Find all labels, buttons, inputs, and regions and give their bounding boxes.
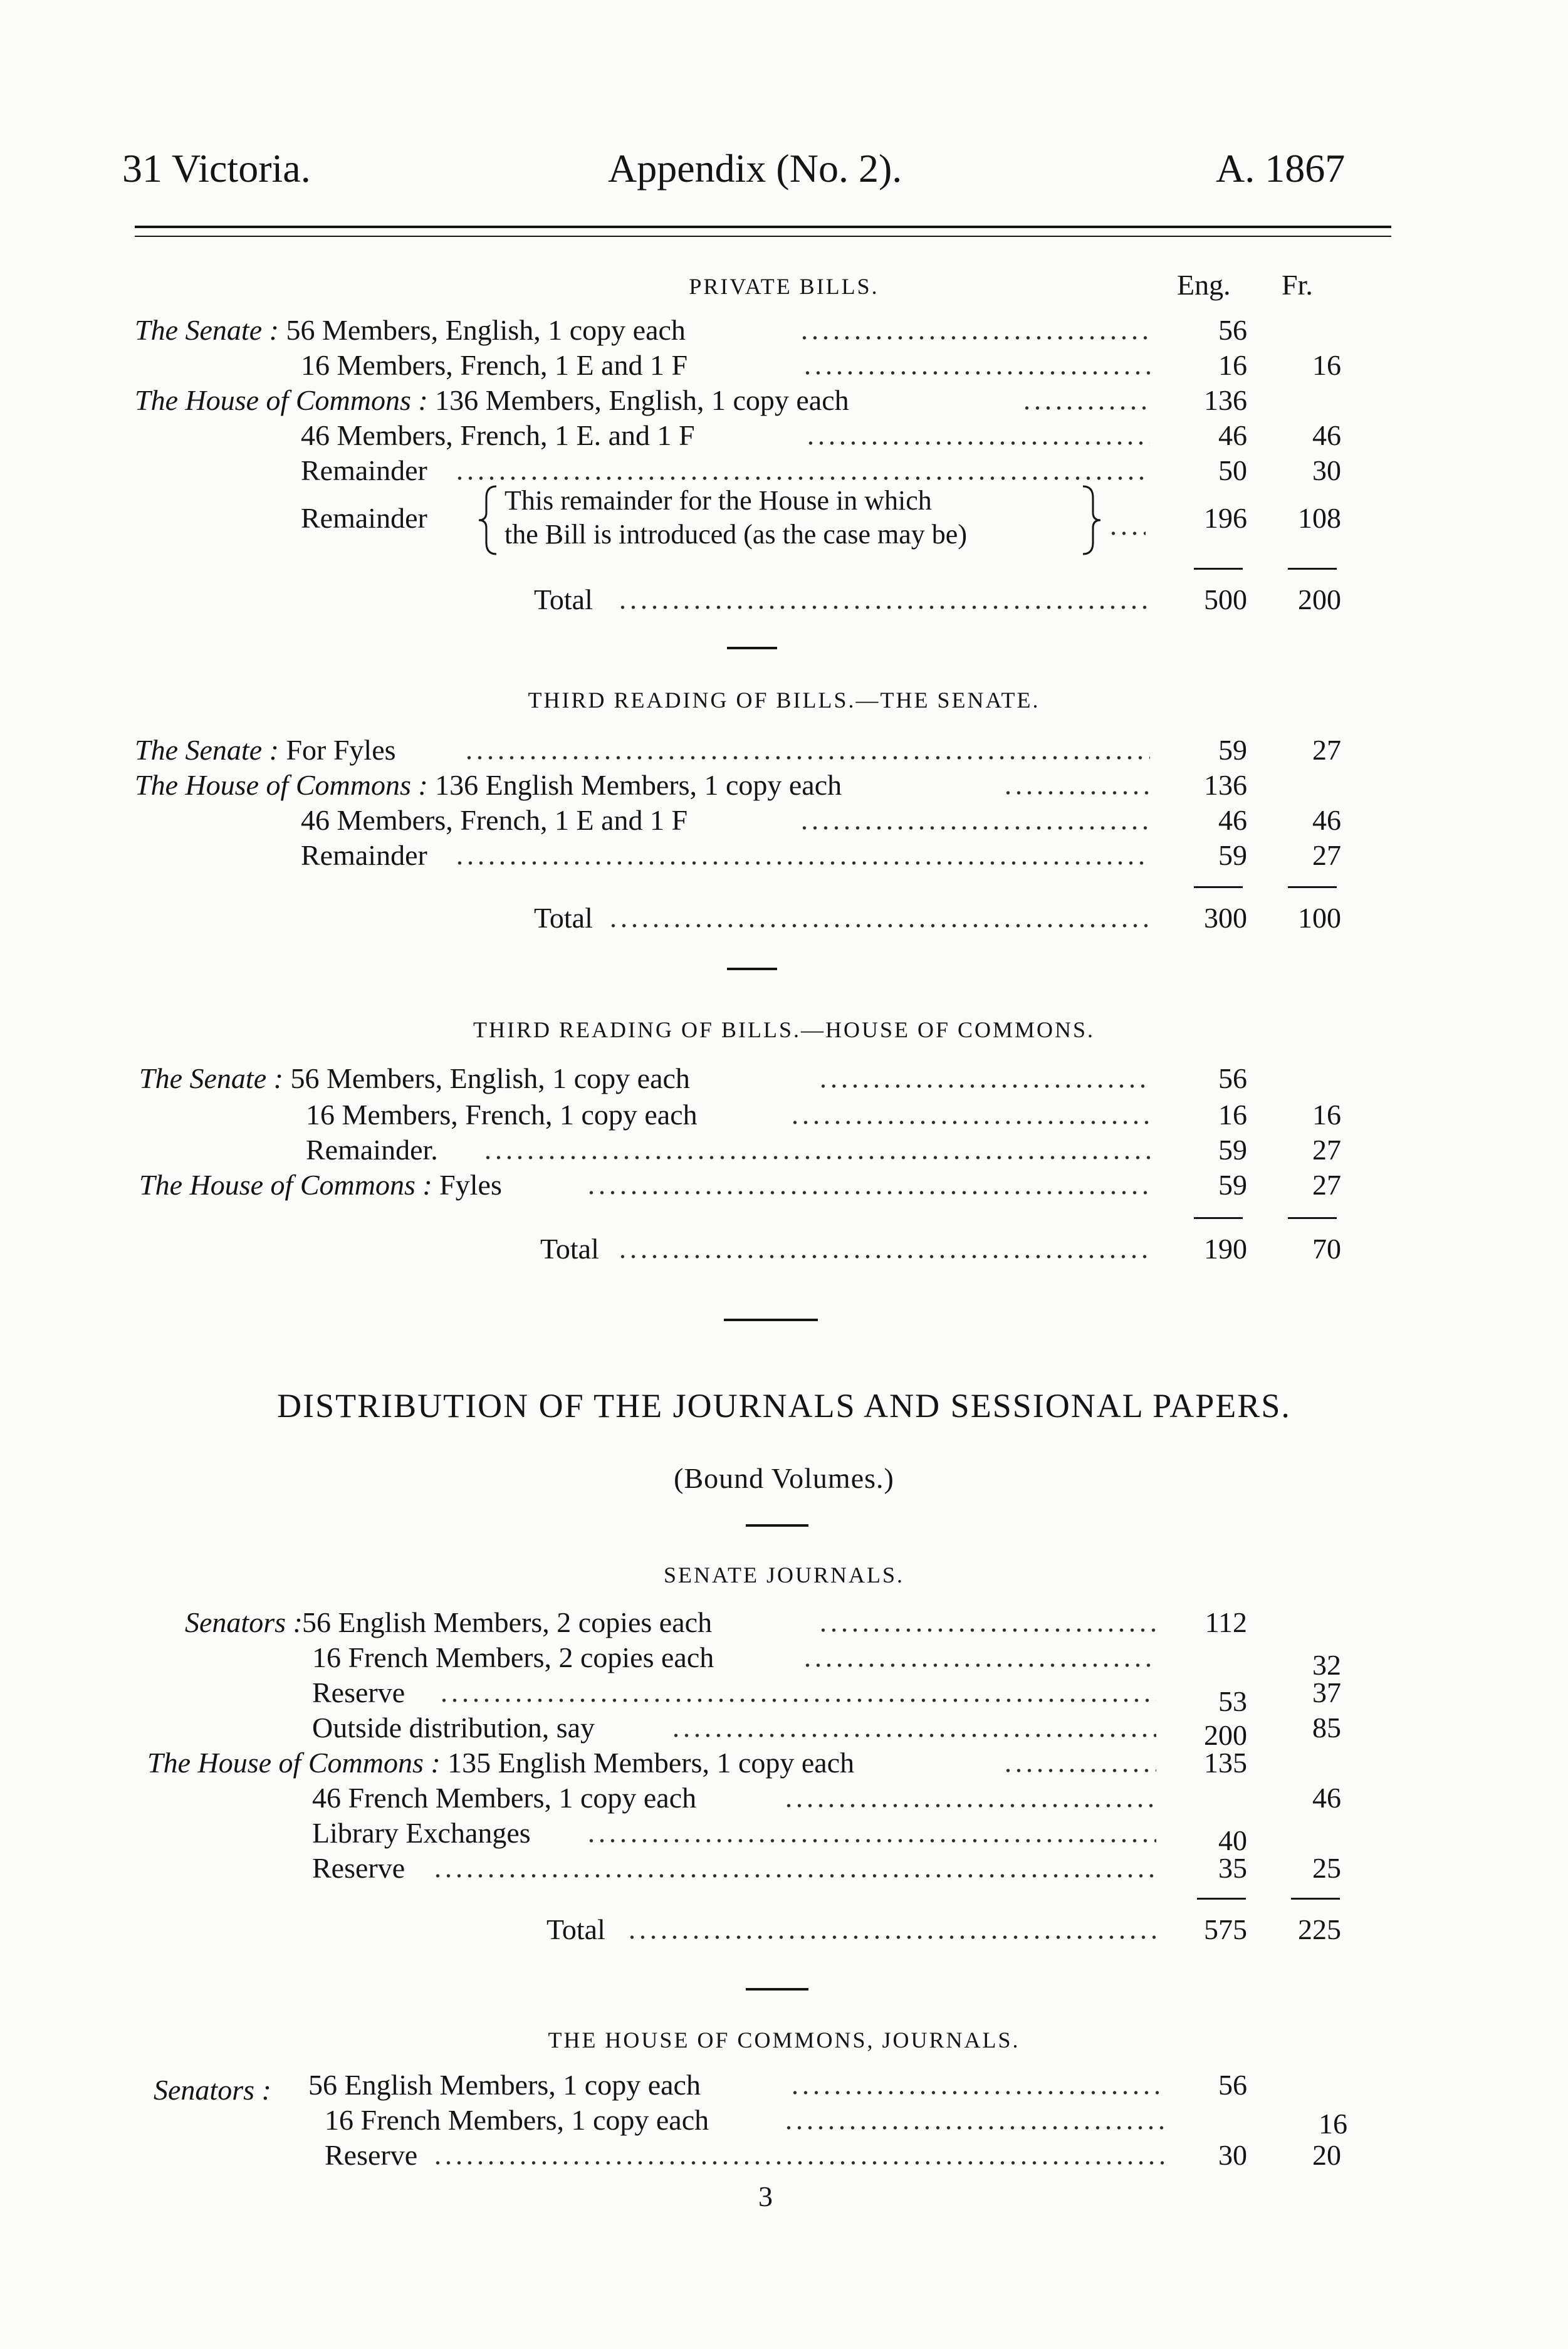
row-text: 136 Members, English, 1 copy each (435, 384, 849, 416)
leader-dots (617, 1235, 1150, 1260)
remainder-note-line1: This remainder for the House in which (504, 485, 932, 516)
leader-dots (454, 841, 1150, 866)
leader-dots (799, 806, 1150, 831)
value-eng: 30 (1218, 2139, 1247, 2171)
value-eng: 46 (1218, 804, 1247, 836)
private-bills-title: PRIVATE BILLS. (689, 274, 879, 299)
sum-rule (1288, 1217, 1337, 1219)
total-fr: 225 (1298, 1913, 1341, 1945)
value-eng: 59 (1218, 1134, 1247, 1166)
row-prefix: The Senate : (139, 1062, 283, 1094)
section-divider (727, 968, 777, 970)
value-eng: 59 (1218, 839, 1247, 871)
value-fr: 16 (1312, 349, 1341, 381)
value-eng: 50 (1218, 454, 1247, 486)
leader-dots (586, 1171, 1150, 1196)
value-fr: 25 (1312, 1852, 1341, 1884)
table-row (0, 1746, 1568, 1780)
table-row (0, 348, 1568, 382)
leader-dots (1003, 771, 1150, 796)
row-prefix: The Senate : (135, 314, 279, 346)
total-label: Total (534, 902, 593, 934)
table-row (0, 1781, 1568, 1815)
row-text: 16 Members, French, 1 E and 1 F (301, 349, 688, 381)
value-fr: 32 (1312, 1649, 1341, 1681)
table-row (0, 313, 1568, 347)
leader-dots (790, 2071, 1166, 2096)
row-text: 136 English Members, 1 copy each (435, 769, 842, 801)
table-row (0, 1606, 1568, 1640)
value-eng: 35 (1218, 1852, 1247, 1884)
leader-dots (783, 2106, 1166, 2131)
value-eng: 16 (1218, 1099, 1247, 1131)
total-row (0, 1913, 1568, 1947)
remainder-label: Remainder (301, 502, 427, 534)
leader-dots (483, 1136, 1150, 1161)
header-right: A. 1867 (1216, 146, 1346, 191)
row-text: Remainder (301, 454, 427, 486)
value-eng: 40 (1218, 1824, 1247, 1856)
row-text: 16 French Members, 2 copies each (312, 1641, 714, 1673)
value-eng: 56 (1218, 1062, 1247, 1094)
value-fr: 46 (1312, 419, 1341, 451)
row-text: Remainder (301, 839, 427, 871)
sum-rule (1197, 1898, 1246, 1900)
leader-dots (608, 904, 1150, 929)
table-row (0, 1641, 1568, 1681)
sum-rule (1194, 886, 1243, 888)
table-row (0, 2068, 1568, 2106)
total-fr: 70 (1312, 1233, 1341, 1265)
sum-rule (1288, 568, 1337, 570)
table-row (0, 1098, 1568, 1132)
leader-dots (802, 351, 1150, 376)
leader-dots (818, 1064, 1150, 1089)
senate-journals-title: SENATE JOURNALS. (663, 1562, 905, 1588)
row-text: Reserve (312, 1852, 405, 1884)
row-text: Reserve (325, 2139, 418, 2171)
row-prefix: The House of Commons : (135, 769, 428, 801)
value-eng: 196 (1204, 502, 1247, 534)
table-row (0, 1062, 1568, 1096)
row-text: 56 English Members, 2 copies each (302, 1606, 713, 1638)
leader-dots (1003, 1749, 1156, 1774)
total-row (0, 901, 1568, 935)
commons-journals-title: THE HOUSE OF COMMONS, JOURNALS. (548, 2027, 1020, 2053)
row-prefix: The House of Commons : (135, 384, 428, 416)
table-row (0, 419, 1568, 453)
col-header-eng: Eng. (1177, 269, 1231, 301)
distribution-title: DISTRIBUTION OF THE JOURNALS AND SESSIONAL PAPERS. (277, 1387, 1291, 1425)
row-text: Fyles (439, 1169, 502, 1201)
value-fr: 27 (1312, 734, 1341, 766)
value-eng: 112 (1205, 1606, 1247, 1638)
table-row (0, 1168, 1568, 1202)
row-text: 135 English Members, 1 copy each (447, 1747, 855, 1779)
row-text: 56 English Members, 1 copy each (308, 2069, 701, 2101)
table-row (0, 1851, 1568, 1885)
header-rule-bottom (135, 236, 1391, 237)
section-divider (746, 1988, 808, 1991)
value-eng: 56 (1218, 2069, 1247, 2101)
total-fr: 200 (1298, 583, 1341, 615)
row-text: Reserve (312, 1677, 405, 1708)
value-fr: 27 (1312, 1134, 1341, 1166)
col-header-fr: Fr. (1282, 269, 1313, 301)
leader-dots (454, 456, 1150, 481)
row-text: For Fyles (286, 734, 396, 766)
leader-dots (439, 1678, 1156, 1703)
table-row (0, 1711, 1568, 1751)
total-eng: 575 (1204, 1913, 1247, 1945)
value-fr: 27 (1312, 1169, 1341, 1201)
sum-rule (1288, 886, 1337, 888)
table-row (0, 733, 1568, 767)
total-eng: 190 (1204, 1233, 1247, 1265)
value-eng: 16 (1218, 349, 1247, 381)
leader-dots (627, 1915, 1156, 1940)
remainder-note-line2: the Bill is introduced (as the case may be) (504, 519, 967, 550)
value-fr: 37 (1312, 1677, 1341, 1708)
value-fr: 108 (1298, 502, 1341, 534)
row-text: 56 Members, English, 1 copy each (286, 314, 686, 346)
sum-rule (1194, 568, 1243, 570)
section-divider (724, 1319, 818, 1321)
total-row (0, 583, 1568, 617)
total-label: Total (540, 1233, 599, 1265)
total-label: Total (534, 583, 593, 615)
table-row (0, 803, 1568, 837)
row-prefix: Senators : (154, 2074, 271, 2106)
leader-dots (617, 585, 1150, 610)
value-fr: 16 (1312, 1099, 1341, 1131)
row-text: Library Exchanges (312, 1817, 531, 1849)
value-eng: 53 (1218, 1685, 1247, 1717)
value-fr: 30 (1312, 454, 1341, 486)
leader-dots (586, 1819, 1156, 1844)
sum-rule (1291, 1898, 1340, 1900)
leader-dots (818, 1608, 1156, 1633)
row-prefix: The Senate : (135, 734, 279, 766)
table-row (0, 1676, 1568, 1717)
table-row (0, 839, 1568, 872)
third-reading-senate-title: THIRD READING OF BILLS.—THE SENATE. (528, 688, 1040, 713)
header-left: 31 Victoria. (122, 146, 311, 191)
distribution-subtitle: (Bound Volumes.) (674, 1462, 894, 1494)
value-eng: 59 (1218, 734, 1247, 766)
table-row (0, 501, 1568, 535)
leader-dots (802, 1643, 1156, 1668)
value-fr: 46 (1312, 1782, 1341, 1814)
value-fr: 20 (1312, 2139, 1341, 2171)
table-row (0, 2138, 1568, 2172)
row-text: 16 Members, French, 1 copy each (306, 1099, 698, 1131)
leader-dots (671, 1713, 1156, 1739)
leader-dots (799, 316, 1150, 341)
total-fr: 100 (1298, 902, 1341, 934)
row-text: 16 French Members, 1 copy each (325, 2104, 709, 2136)
value-fr: 85 (1312, 1712, 1341, 1744)
leader-dots (1022, 386, 1150, 411)
table-row (0, 768, 1568, 802)
table-row (0, 2103, 1568, 2140)
value-fr: 16 (1319, 2108, 1347, 2140)
row-text: 46 Members, French, 1 E. and 1 F (301, 419, 695, 451)
row-text: 46 Members, French, 1 E and 1 F (301, 804, 688, 836)
page-number: 3 (758, 2180, 773, 2212)
leader-dots (790, 1101, 1150, 1126)
header-rule-top (135, 226, 1391, 228)
total-label: Total (546, 1913, 605, 1945)
row-text: 56 Members, English, 1 copy each (290, 1062, 690, 1094)
leader-dots (464, 736, 1150, 761)
value-eng: 136 (1204, 384, 1247, 416)
row-prefix: Senators : (185, 1606, 303, 1638)
total-eng: 500 (1204, 583, 1247, 615)
table-row (0, 384, 1568, 417)
value-eng: 46 (1218, 419, 1247, 451)
row-text: Remainder. (306, 1134, 438, 1166)
header-center: Appendix (No. 2). (608, 146, 902, 191)
value-eng: 136 (1204, 769, 1247, 801)
row-text: 46 French Members, 1 copy each (312, 1782, 697, 1814)
row-prefix: The House of Commons : (139, 1169, 432, 1201)
value-fr: 46 (1312, 804, 1341, 836)
third-reading-commons-title: THIRD READING OF BILLS.—HOUSE OF COMMONS. (473, 1017, 1095, 1042)
sum-rule (1194, 1217, 1243, 1219)
leader-dots (432, 1854, 1156, 1879)
value-eng: 135 (1204, 1747, 1247, 1779)
leader-dots (783, 1784, 1156, 1809)
table-row (0, 454, 1568, 488)
total-eng: 300 (1204, 902, 1247, 934)
row-text: Outside distribution, say (312, 1712, 595, 1744)
value-eng: 56 (1218, 314, 1247, 346)
table-row (0, 1816, 1568, 1856)
value-eng: 59 (1218, 1169, 1247, 1201)
table-row (0, 1133, 1568, 1167)
section-divider (727, 647, 777, 649)
value-eng: 200 (1204, 1719, 1247, 1751)
row-prefix: The House of Commons : (147, 1747, 441, 1779)
total-row (0, 1232, 1568, 1266)
leader-dots (805, 421, 1150, 446)
value-fr: 27 (1312, 839, 1341, 871)
leader-dots (432, 2141, 1166, 2166)
section-divider (746, 1524, 808, 1527)
